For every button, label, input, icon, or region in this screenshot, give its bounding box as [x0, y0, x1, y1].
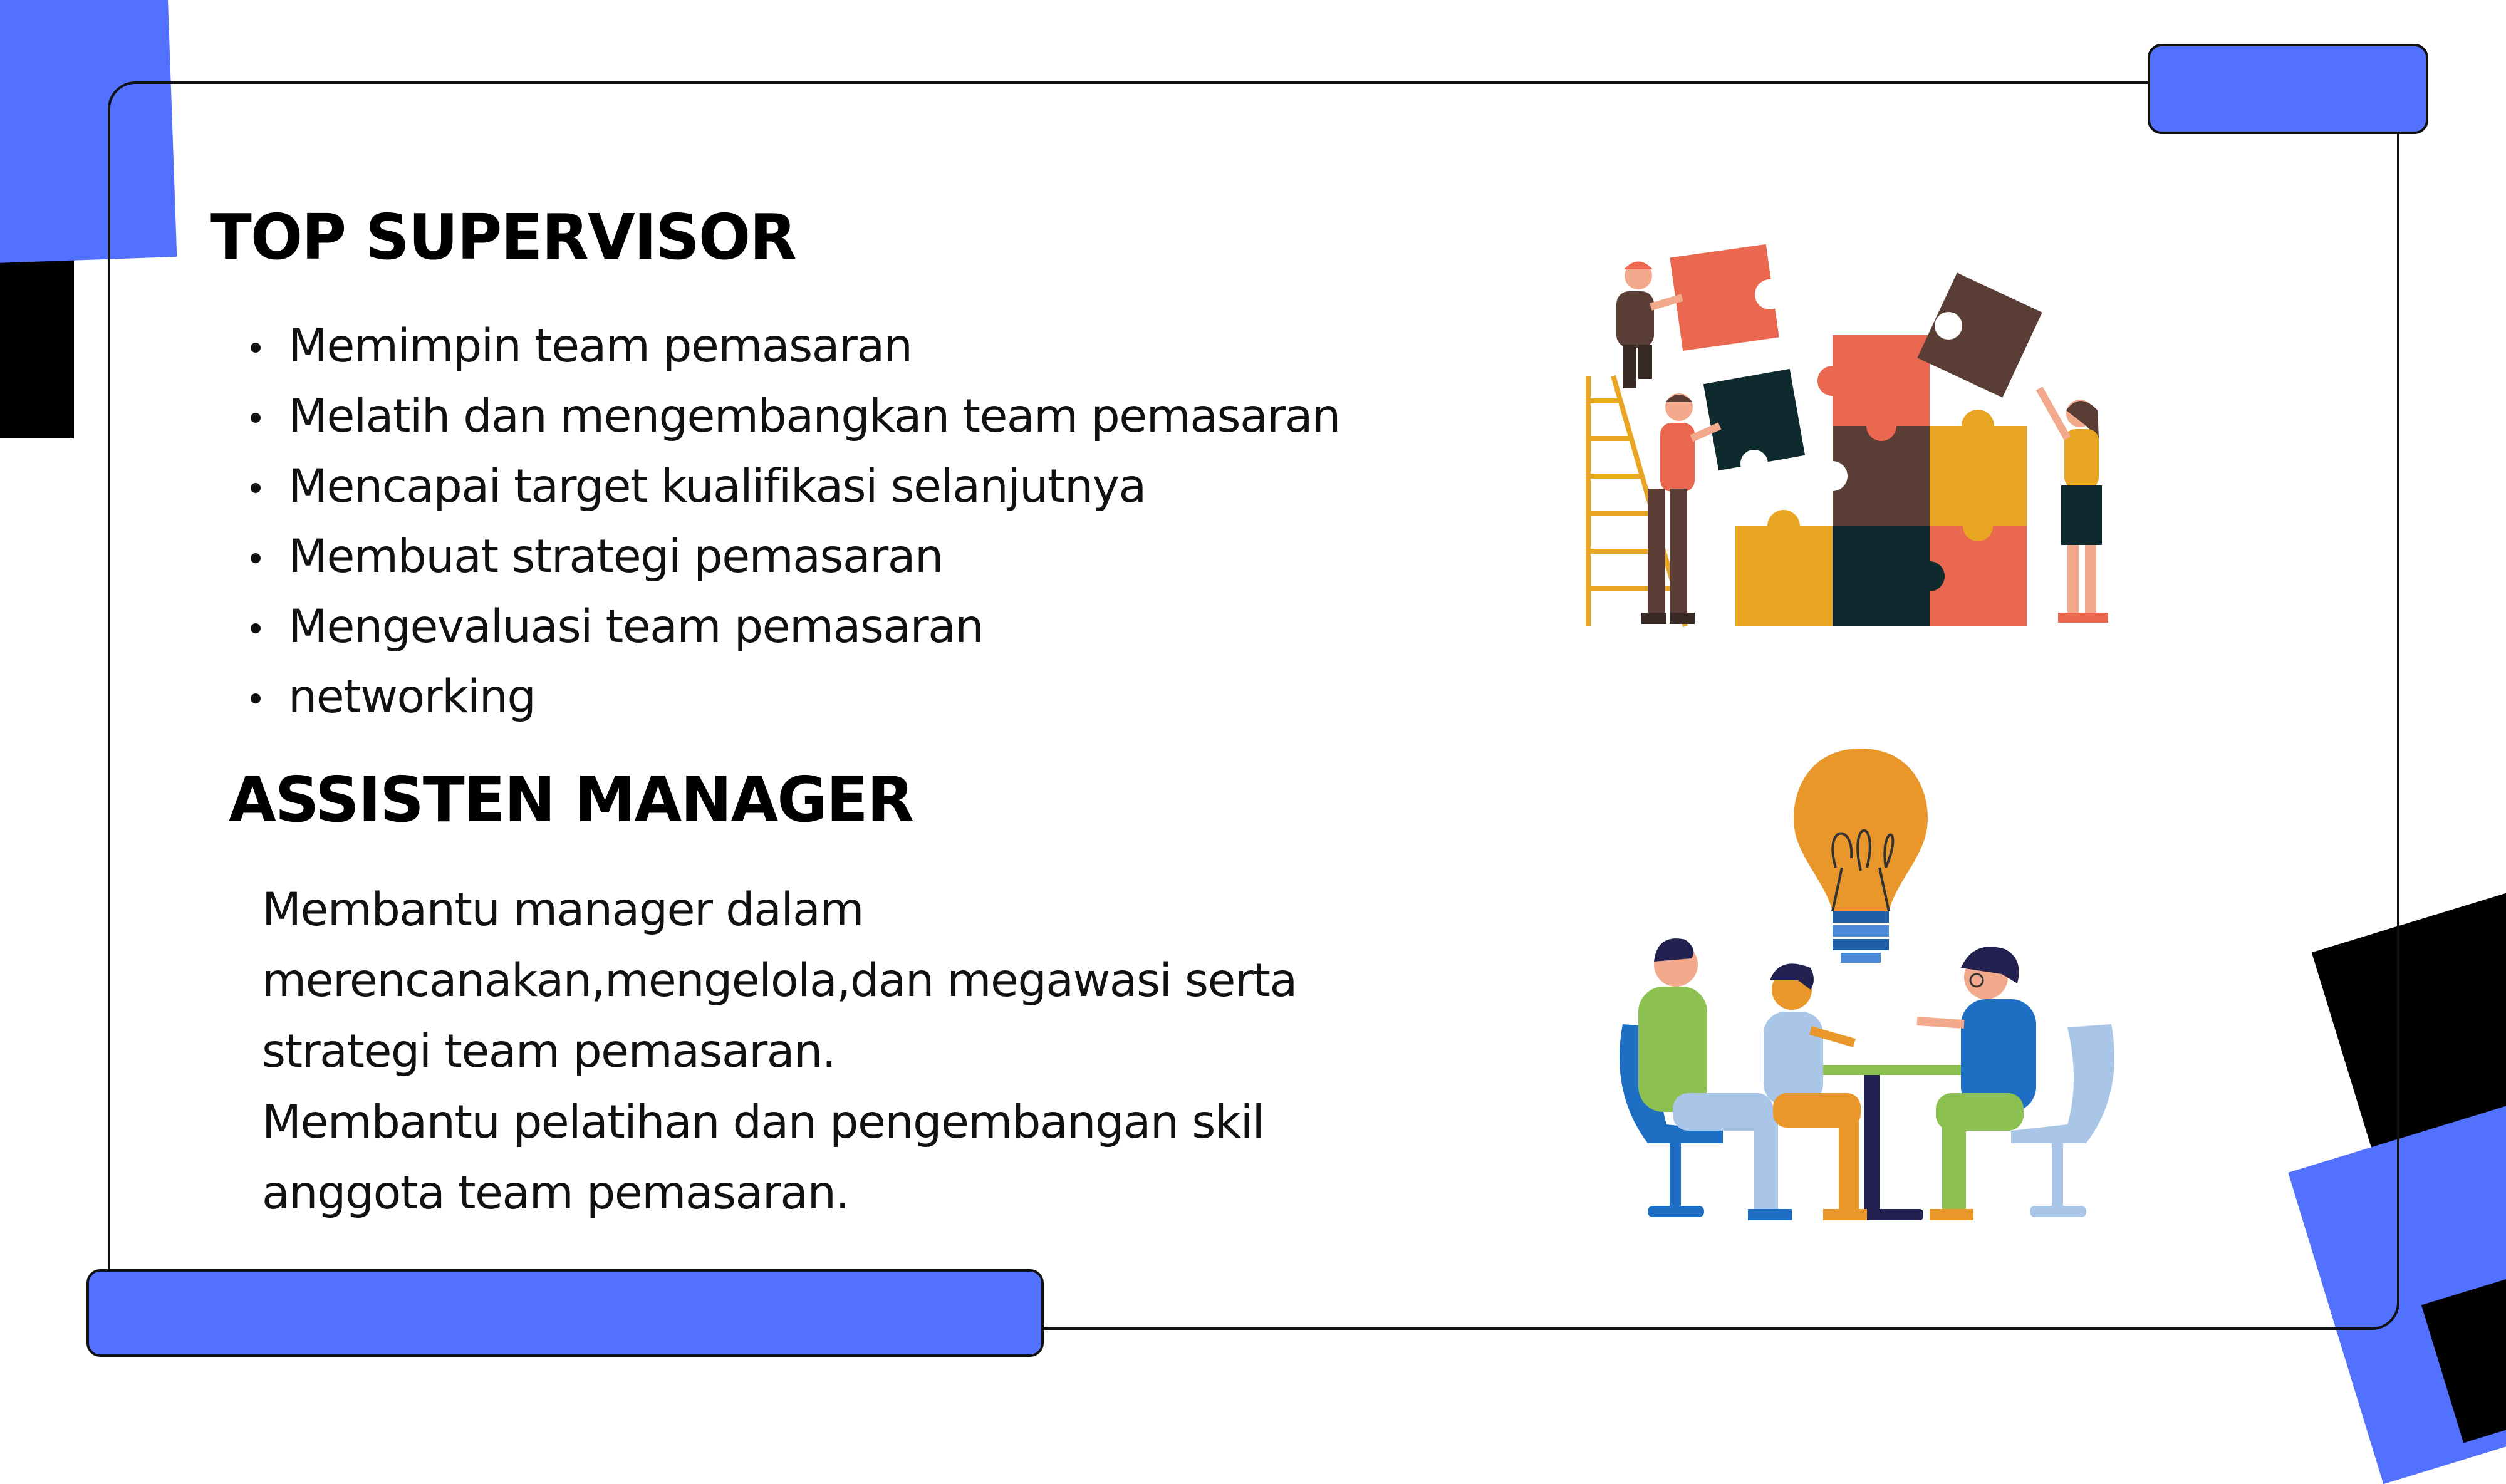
corner-decoration-black-left — [0, 232, 74, 438]
person-woman-icon — [2039, 388, 2108, 623]
top-supervisor-list — [251, 311, 1340, 732]
accent-pill-top-right — [2148, 44, 2428, 134]
person-holding-piece-icon — [1641, 393, 1720, 624]
person-middle-icon — [1764, 963, 1867, 1220]
puzzle-pieces — [1670, 244, 2042, 626]
heading-top-supervisor: TOP SUPERVISOR — [210, 200, 796, 274]
list-item: Memimpin team pemasaran — [251, 311, 1340, 381]
description-line: anggota team pemasaran. — [262, 1166, 850, 1220]
heading-assisten-manager: ASSISTEN MANAGER — [229, 763, 913, 836]
list-item: networking — [251, 662, 1340, 732]
list-item: Melatih dan mengembangkan team pemasaran — [251, 381, 1340, 452]
description-line: merencanakan,mengelola,dan megawasi serta — [262, 954, 1297, 1007]
description-line: Membantu manager dalam — [262, 883, 863, 937]
teamwork-puzzle-illustration — [1579, 238, 2130, 633]
description-line: strategi team pemasaran. — [262, 1025, 836, 1078]
person-right-icon — [1917, 947, 2036, 1220]
list-item: Mengevaluasi team pemasaran — [251, 592, 1340, 662]
team-meeting-lightbulb-illustration — [1610, 742, 2124, 1231]
accent-pill-bottom-left — [86, 1269, 1044, 1357]
assisten-manager-description — [262, 874, 1297, 1228]
list-item: Mencapai target kualifikasi selanjutnya — [251, 452, 1340, 522]
lightbulb-icon — [1794, 749, 1928, 963]
list-item: Membuat strategi pemasaran — [251, 522, 1340, 592]
person-climbing-icon — [1616, 262, 1682, 389]
description-line: Membantu pelatihan dan pengembangan skil — [262, 1096, 1264, 1149]
